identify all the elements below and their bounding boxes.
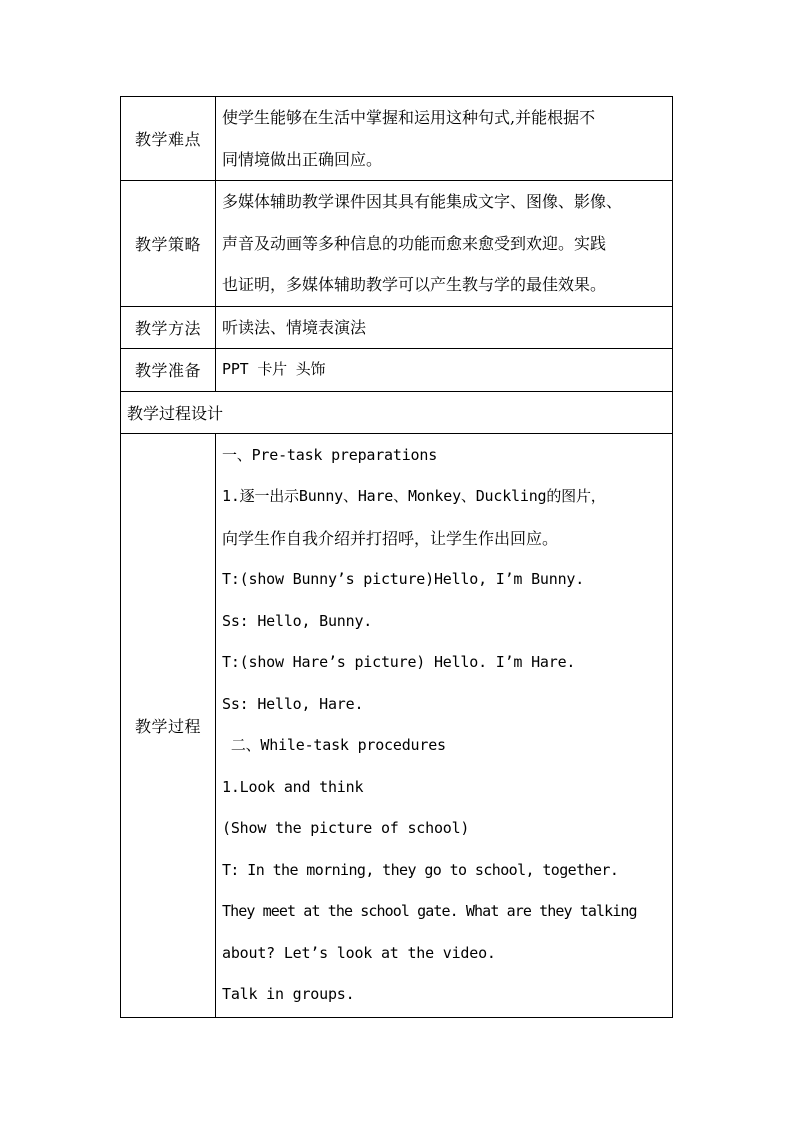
row-content (216, 97, 673, 181)
text-line: 使学生能够在生活中掌握和运用这种句式,并能根据不 (222, 108, 596, 127)
text-line: about? Let’s look at the video. (222, 943, 496, 962)
row-content (216, 433, 673, 1017)
row-content (216, 306, 673, 349)
row-preparation (121, 349, 673, 392)
text-line: (Show the picture of school) (222, 819, 470, 837)
row-label: 教学方法 (121, 306, 216, 349)
text-line: 也证明，多媒体辅助教学可以产生教与学的最佳效果。 (222, 275, 607, 294)
text-line: T: In the morning, they go to school, together. (222, 860, 619, 879)
row-label: 教学准备 (121, 349, 216, 392)
text-line: 听读法、情境表演法 (222, 317, 367, 337)
row-strategy (121, 181, 673, 307)
design-header: 教学过程设计 (121, 391, 673, 433)
text-line: 声音及动画等多种信息的功能而愈来愈受到欢迎。实践 (222, 233, 607, 253)
text-line: Ss: Hello, Hare. (222, 694, 364, 713)
text-line: Talk in groups. (222, 985, 355, 1003)
row-difficulty (121, 97, 673, 181)
text-line: Ss: Hello, Bunny. (222, 611, 373, 630)
row-content (216, 181, 673, 307)
row-label: 教学难点 (121, 97, 216, 181)
text-line: 1.逐一出示Bunny、Hare、Monkey、Duckling的图片， (222, 487, 606, 505)
text-line: 1.Look and think (222, 777, 364, 796)
text-line: T:(show Bunny’s picture)Hello, I’m Bunny. (222, 570, 585, 588)
lesson-plan-table (120, 96, 673, 1018)
text-line: 多媒体辅助教学课件因其具有能集成文字、图像、影像、 (222, 192, 623, 211)
text-line: 同情境做出正确回应。 (222, 149, 383, 169)
text-line: T:(show Hare’s picture) Hello. I’m Hare. (222, 653, 576, 671)
row-method (121, 306, 673, 349)
text-line: PPT 卡片 头饰 (222, 360, 326, 378)
text-line: They meet at the school gate. What are they talking (222, 902, 637, 920)
text-line: 二、While-task procedures (222, 736, 446, 754)
row-label: 教学策略 (121, 181, 216, 307)
row-content (216, 349, 673, 392)
row-process (121, 433, 673, 1017)
row-label: 教学过程 (121, 433, 216, 1017)
row-design-header (121, 391, 673, 433)
text-line: 一、Pre-task preparations (222, 445, 438, 464)
text-line: 向学生作自我介绍并打招呼，让学生作出回应。 (222, 528, 559, 548)
